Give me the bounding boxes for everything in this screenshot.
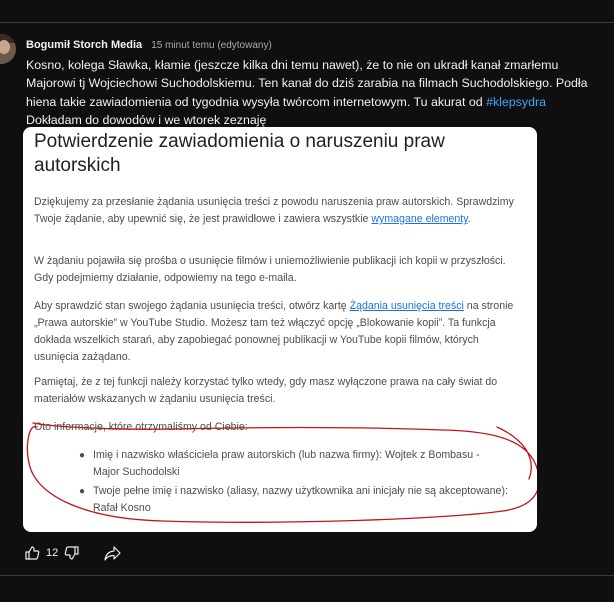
comment-body: Kosno, kolega Sławka, kłamie (jeszcze kilka dni temu nawet), że to nie on ukradł kanał zmarłemu Majorowi tj Wojciechowi Suchodolskiemu. Ten kanał do dziś zarabia na filmach Suchodolskiego. Podła hiena takie zawiadomienia od tygodnia wysyła twórcom internetowym. Tu akurat od (26, 58, 588, 109)
thumbs-down-icon (64, 545, 80, 561)
required-elements-link: wymagane elementy (371, 213, 468, 225)
screenshot-paragraph-4: Pamiętaj, że z tej funkcji należy korzystać tylko wtedy, gdy masz wyłączone prawa na cały świat do materiałów wskazanych w żądaniu usunięcia treści. (34, 376, 498, 405)
comment-actions (24, 543, 122, 563)
dislike-button[interactable] (64, 545, 80, 561)
like-button[interactable] (24, 545, 40, 561)
hashtag-link[interactable]: #klepsydra (486, 94, 546, 109)
top-divider (0, 22, 614, 23)
screenshot-title: Potwierdzenie zawiadomienia o naruszeniu praw autorskich (34, 131, 445, 176)
comment-text (26, 56, 610, 130)
attached-screenshot (23, 127, 537, 532)
like-count: 12 (46, 547, 59, 559)
share-arrow-icon (104, 545, 122, 561)
comment-timestamp[interactable]: 15 minut temu (edytowany) (151, 40, 272, 51)
screenshot-paragraph-3: Aby sprawdzić stan swojego żądania usunięcia treści, otwórz kartę Żądania usunięcia treści na stronie „Prawa autorskie” w YouTube Studio. Możesz tam też włączyć opcję „Blokowanie kopii”. Ta funkcja dokłada wszelkich starań, aby zapobiegać ponownej publikacji w YouTube kopii filmów, których usunięcia zażądano. (34, 300, 514, 363)
list-item: ● Imię i nazwisko właściciela praw autorskich (lub nazwa firmy): Wojtek z Bombasu - Major Suchodolski (79, 449, 480, 478)
list-item: ● Twoje pełne imię i nazwisko (aliasy, nazwy użytkownika ani inicjały nie są akceptowane): Rafał Kosno (79, 485, 508, 514)
author-name[interactable]: Bogumił Storch Media (26, 39, 143, 51)
share-button[interactable] (104, 545, 122, 561)
thumbs-up-icon (24, 545, 40, 561)
avatar[interactable] (0, 34, 16, 64)
comment-header (26, 39, 272, 52)
screenshot-paragraph-1: Dziękujemy za przesłanie żądania usunięcia treści z powodu naruszenia praw autorskich. Sprawdzimy Twoje żądanie, aby upewnić się, że jest prawidłowe i zawiera wszystkie wymagane elementy. (34, 196, 514, 225)
removal-requests-link: Żądania usunięcia treści (349, 300, 464, 312)
bottom-divider (0, 575, 614, 576)
screenshot-paragraph-2: W żądaniu pojawiła się prośba o usunięcie filmów i uniemożliwienie publikacji ich kopii w przyszłości. Gdy podejmiemy działanie, odpowiemy na tego e-maila. (34, 255, 506, 284)
comment-body-end: Dokładam do dowodów i we wtorek zeznaję (26, 113, 267, 128)
screenshot-paragraph-5: Oto informacje, które otrzymaliśmy od Ciebie: (34, 421, 248, 433)
submitted-info-list (79, 447, 509, 519)
